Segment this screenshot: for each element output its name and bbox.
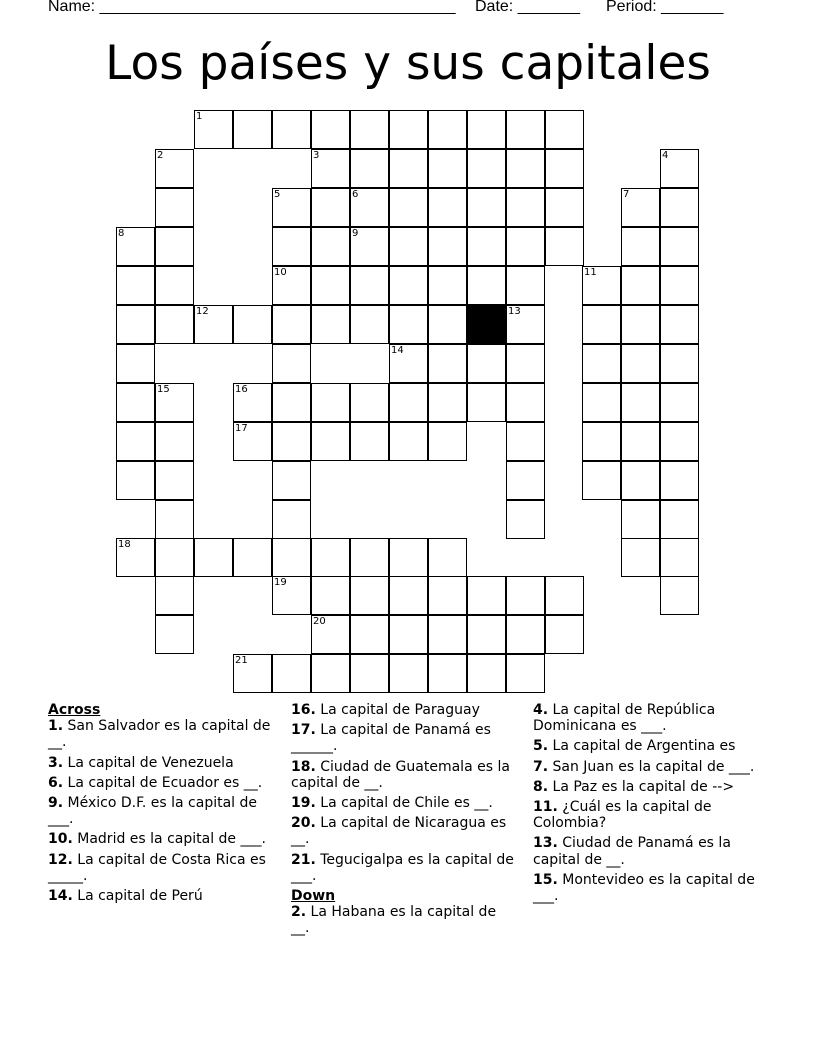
date-field[interactable]: Date: _______ xyxy=(475,0,580,15)
grid-cell[interactable] xyxy=(621,305,660,344)
grid-cell[interactable] xyxy=(272,500,311,539)
grid-cell[interactable] xyxy=(660,305,699,344)
grid-cell[interactable] xyxy=(621,422,660,461)
grid-cell[interactable] xyxy=(155,188,194,227)
grid-cell[interactable] xyxy=(350,110,389,149)
clue-item-number: 12. xyxy=(48,851,73,868)
clue-number: 4 xyxy=(662,150,669,161)
clue-item xyxy=(291,852,516,884)
grid-cell[interactable] xyxy=(506,615,545,654)
clue-item-text: La capital de Argentina es xyxy=(548,738,736,755)
clue-item-number: 2. xyxy=(291,904,307,921)
grid-cell[interactable] xyxy=(660,344,699,383)
grid-cell[interactable] xyxy=(467,149,506,188)
clue-item xyxy=(48,755,273,771)
clue-item-text: La capital de Venezuela xyxy=(63,754,234,771)
grid-cell[interactable] xyxy=(311,422,350,461)
clue-item-text: La capital de Chile es __. xyxy=(315,795,493,812)
grid-cell[interactable] xyxy=(233,305,272,344)
grid-cell[interactable] xyxy=(389,422,428,461)
clue-number: 21 xyxy=(235,655,248,666)
clue-item-number: 19. xyxy=(291,795,316,812)
grid-cell[interactable] xyxy=(660,576,699,615)
clue-item xyxy=(48,795,273,827)
clue-item-number: 4. xyxy=(533,702,549,718)
grid-cell[interactable] xyxy=(389,188,428,227)
clue-number: 3 xyxy=(313,150,320,161)
clue-item xyxy=(291,904,516,936)
grid-cell[interactable] xyxy=(660,422,699,461)
clue-item-text: México D.F. es la capital de ___. xyxy=(48,795,258,828)
clue-item-text: Montevideo es la capital de ___. xyxy=(533,871,755,905)
grid-cell[interactable] xyxy=(116,461,155,500)
grid-cell[interactable] xyxy=(467,383,506,422)
clue-item-text: Tegucigalpa es la capital de ___. xyxy=(291,851,514,884)
period-field[interactable]: Period: _______ xyxy=(606,0,724,15)
grid-cell[interactable] xyxy=(660,227,699,266)
clue-number: 10 xyxy=(274,267,287,278)
clue-item xyxy=(533,779,758,795)
clue-number: 8 xyxy=(118,228,125,239)
grid-cell[interactable] xyxy=(660,188,699,227)
grid-cell[interactable] xyxy=(389,110,428,149)
grid-cell[interactable] xyxy=(506,654,545,693)
grid-cell[interactable] xyxy=(350,615,389,654)
grid-cell[interactable] xyxy=(311,266,350,305)
grid-cell[interactable] xyxy=(467,266,506,305)
clue-item-number: 16. xyxy=(291,702,316,718)
clue-item-text: La capital de Ecuador es __. xyxy=(63,774,263,791)
grid-cell[interactable] xyxy=(506,227,545,266)
grid-cell[interactable] xyxy=(272,110,311,149)
grid-cell[interactable] xyxy=(506,422,545,461)
clue-item-text: La Paz es la capital de --> xyxy=(548,778,735,795)
grid-cell[interactable] xyxy=(428,188,467,227)
grid-cell[interactable] xyxy=(389,654,428,693)
grid-cell[interactable] xyxy=(350,149,389,188)
clue-item-text: San Salvador es la capital de __. xyxy=(48,718,271,751)
clue-item-text: La capital de República Dominicana es ___. xyxy=(533,702,716,735)
clue-item xyxy=(533,835,758,867)
clue-item xyxy=(48,718,273,750)
clue-item-number: 6. xyxy=(48,774,64,791)
grid-cell[interactable] xyxy=(389,576,428,615)
clue-item xyxy=(48,775,273,791)
grid-cell[interactable] xyxy=(545,576,584,615)
grid-cell[interactable] xyxy=(155,538,194,577)
grid-cell[interactable] xyxy=(272,227,311,266)
grid-cell[interactable] xyxy=(621,461,660,500)
grid-cell[interactable] xyxy=(155,500,194,539)
clue-item-number: 11. xyxy=(533,799,558,816)
grid-cell[interactable] xyxy=(350,654,389,693)
clue-item-text: La capital de Paraguay xyxy=(315,702,480,718)
clue-item-number: 5. xyxy=(533,738,549,755)
grid-cell[interactable] xyxy=(350,576,389,615)
clue-number: 6 xyxy=(352,189,359,200)
clue-number: 15 xyxy=(157,384,170,395)
grid-cell[interactable] xyxy=(660,500,699,539)
grid-cell[interactable] xyxy=(233,110,272,149)
grid-cell[interactable] xyxy=(428,266,467,305)
grid-cell[interactable] xyxy=(506,383,545,422)
clue-item-number: 10. xyxy=(48,831,73,848)
clue-item-number: 18. xyxy=(291,758,316,775)
down-heading: Down xyxy=(291,888,336,905)
clue-item-text: San Juan es la capital de ___. xyxy=(548,758,755,775)
grid-cell[interactable] xyxy=(660,538,699,577)
clue-number: 19 xyxy=(274,577,287,588)
grid-cell[interactable] xyxy=(389,305,428,344)
clue-number: 9 xyxy=(352,228,359,239)
clue-item-text: Ciudad de Panamá es la capital de __. xyxy=(533,835,731,868)
clue-column-3 xyxy=(533,702,758,908)
grid-cell[interactable] xyxy=(467,227,506,266)
grid-cell[interactable] xyxy=(506,110,545,149)
clue-item xyxy=(291,815,516,847)
grid-cell[interactable] xyxy=(350,383,389,422)
grid-cell[interactable] xyxy=(428,615,467,654)
clue-item-text: La capital de Perú xyxy=(72,888,203,905)
grid-cell[interactable] xyxy=(155,305,194,344)
grid-cell[interactable] xyxy=(467,110,506,149)
clue-item xyxy=(291,722,516,754)
grid-cell[interactable] xyxy=(428,383,467,422)
clue-item-number: 7. xyxy=(533,758,549,775)
clue-number: 18 xyxy=(118,539,131,550)
grid-cell[interactable] xyxy=(428,305,467,344)
clue-item xyxy=(533,872,758,904)
grid-cell[interactable] xyxy=(311,538,350,577)
clue-item-number: 14. xyxy=(48,888,73,905)
grid-cell[interactable] xyxy=(389,227,428,266)
grid-cell[interactable] xyxy=(272,461,311,500)
grid-cell[interactable] xyxy=(272,383,311,422)
page-title: Los países y sus capitales xyxy=(105,36,711,91)
grid-cell[interactable] xyxy=(272,538,311,577)
grid-cell[interactable] xyxy=(428,654,467,693)
clue-number: 7 xyxy=(623,189,630,200)
grid-cell[interactable] xyxy=(350,266,389,305)
clue-number: 17 xyxy=(235,423,248,434)
grid-cell[interactable] xyxy=(545,615,584,654)
clue-column-2 xyxy=(291,702,516,941)
grid-cell[interactable] xyxy=(155,227,194,266)
grid-cell[interactable] xyxy=(155,422,194,461)
grid-cell[interactable] xyxy=(621,227,660,266)
grid-cell[interactable] xyxy=(311,110,350,149)
clue-item-number: 15. xyxy=(533,871,558,888)
clue-number: 16 xyxy=(235,384,248,395)
clue-item-number: 8. xyxy=(533,778,549,795)
grid-cell[interactable] xyxy=(272,422,311,461)
clue-number: 11 xyxy=(584,267,597,278)
clue-item-number: 17. xyxy=(291,722,316,739)
grid-cell[interactable] xyxy=(389,538,428,577)
clue-item-number: 1. xyxy=(48,718,64,735)
grid-cell[interactable] xyxy=(428,110,467,149)
clue-item-text: La Habana es la capital de __. xyxy=(291,904,497,937)
clue-item xyxy=(533,702,758,734)
clue-number: 1 xyxy=(196,111,203,122)
grid-cell[interactable] xyxy=(621,383,660,422)
clue-item xyxy=(533,759,758,775)
grid-cell[interactable] xyxy=(272,344,311,383)
grid-cell[interactable] xyxy=(428,149,467,188)
grid-cell[interactable] xyxy=(428,227,467,266)
clue-item xyxy=(533,738,758,754)
grid-cell[interactable] xyxy=(389,383,428,422)
clue-number: 13 xyxy=(508,306,521,317)
grid-cell[interactable] xyxy=(621,266,660,305)
grid-cell[interactable] xyxy=(311,305,350,344)
grid-cell[interactable] xyxy=(582,383,621,422)
grid-cell[interactable] xyxy=(506,461,545,500)
grid-cell[interactable] xyxy=(311,383,350,422)
grid-cell[interactable] xyxy=(155,461,194,500)
grid-cell[interactable] xyxy=(545,110,584,149)
clue-item xyxy=(291,702,516,718)
grid-cell[interactable] xyxy=(116,383,155,422)
grid-cell[interactable] xyxy=(311,654,350,693)
grid-cell[interactable] xyxy=(467,344,506,383)
black-cell xyxy=(467,305,506,344)
grid-cell[interactable] xyxy=(350,305,389,344)
grid-cell[interactable] xyxy=(311,227,350,266)
clue-item-text: Madrid es la capital de ___. xyxy=(72,831,266,848)
clue-item-number: 9. xyxy=(48,795,64,812)
grid-cell[interactable] xyxy=(389,149,428,188)
grid-cell[interactable] xyxy=(582,461,621,500)
grid-cell[interactable] xyxy=(194,538,233,577)
grid-cell[interactable] xyxy=(582,422,621,461)
grid-cell[interactable] xyxy=(506,344,545,383)
grid-cell[interactable] xyxy=(467,576,506,615)
clue-item xyxy=(291,759,516,791)
grid-cell[interactable] xyxy=(660,461,699,500)
name-field[interactable]: Name: ________________________________________ xyxy=(48,0,456,15)
clue-item-text: La capital de Costa Rica es _____. xyxy=(48,851,266,884)
grid-cell[interactable] xyxy=(116,305,155,344)
clue-item xyxy=(48,852,273,884)
clue-item xyxy=(48,888,273,904)
grid-cell[interactable] xyxy=(467,615,506,654)
clue-item xyxy=(533,799,758,831)
grid-cell[interactable] xyxy=(389,266,428,305)
grid-cell[interactable] xyxy=(467,654,506,693)
grid-cell[interactable] xyxy=(660,383,699,422)
clue-number: 2 xyxy=(157,150,164,161)
clue-number: 20 xyxy=(313,616,326,627)
grid-cell[interactable] xyxy=(467,188,506,227)
grid-cell[interactable] xyxy=(428,576,467,615)
clue-column-1 xyxy=(48,702,273,908)
clue-number: 5 xyxy=(274,189,281,200)
grid-cell[interactable] xyxy=(233,538,272,577)
clue-item-text: La capital de Panamá es ______. xyxy=(291,722,491,755)
grid-cell[interactable] xyxy=(350,422,389,461)
grid-cell[interactable] xyxy=(582,344,621,383)
clue-number: 12 xyxy=(196,306,209,317)
grid-cell[interactable] xyxy=(428,538,467,577)
grid-cell[interactable] xyxy=(506,500,545,539)
grid-cell[interactable] xyxy=(506,188,545,227)
grid-cell[interactable] xyxy=(155,266,194,305)
grid-cell[interactable] xyxy=(582,305,621,344)
grid-cell[interactable] xyxy=(621,538,660,577)
clue-number: 14 xyxy=(391,345,404,356)
grid-cell[interactable] xyxy=(506,266,545,305)
grid-cell[interactable] xyxy=(545,149,584,188)
grid-cell[interactable] xyxy=(311,188,350,227)
grid-cell[interactable] xyxy=(116,344,155,383)
grid-cell[interactable] xyxy=(311,576,350,615)
clue-item-text: La capital de Nicaragua es __. xyxy=(291,815,507,848)
clue-item-number: 3. xyxy=(48,754,64,771)
clue-item-number: 21. xyxy=(291,851,316,868)
clue-item xyxy=(291,795,516,811)
grid-cell[interactable] xyxy=(272,654,311,693)
clue-item-number: 13. xyxy=(533,835,558,852)
grid-cell[interactable] xyxy=(155,576,194,615)
grid-cell[interactable] xyxy=(155,615,194,654)
grid-cell[interactable] xyxy=(116,266,155,305)
clue-item-number: 20. xyxy=(291,815,316,832)
grid-cell[interactable] xyxy=(621,500,660,539)
grid-cell[interactable] xyxy=(621,344,660,383)
clue-item-text: ¿Cuál es la capital de Colombia? xyxy=(533,799,712,832)
grid-cell[interactable] xyxy=(116,422,155,461)
across-heading: Across xyxy=(48,702,101,718)
grid-cell[interactable] xyxy=(506,149,545,188)
grid-cell[interactable] xyxy=(272,305,311,344)
grid-cell[interactable] xyxy=(428,344,467,383)
clue-item-text: Ciudad de Guatemala es la capital de __. xyxy=(291,758,510,791)
grid-cell[interactable] xyxy=(545,188,584,227)
grid-cell[interactable] xyxy=(660,266,699,305)
clue-item xyxy=(48,831,273,847)
grid-cell[interactable] xyxy=(428,422,467,461)
grid-cell[interactable] xyxy=(350,538,389,577)
grid-cell[interactable] xyxy=(506,576,545,615)
grid-cell[interactable] xyxy=(545,227,584,266)
grid-cell[interactable] xyxy=(389,615,428,654)
